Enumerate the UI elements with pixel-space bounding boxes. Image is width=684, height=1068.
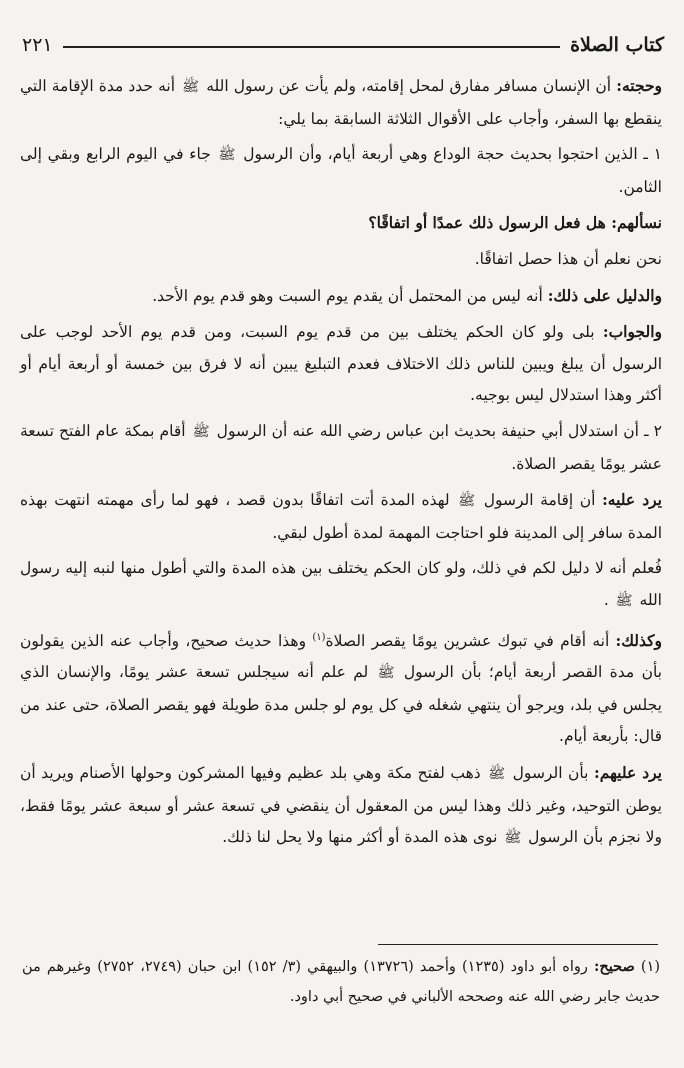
paragraph-text: بأن الرسول [507,764,594,783]
paragraph-text: . [603,590,614,609]
footnote-marker: (١) [640,959,661,975]
paragraph-text: أن الإنسان مسافر مفارق لمحل إقامته، ولم يأت عن رسول الله [201,77,617,95]
paragraph-evidence [20,70,662,135]
salawat-glyph: ﷺ [218,147,236,164]
page-body [20,70,662,859]
page-number: ٢٢١ [22,34,53,56]
salawat-glyph: ﷺ [182,79,200,95]
paragraph-tabuk [20,622,662,754]
paragraph-text: أن إقامة الرسول [477,491,603,510]
paragraph-text: جاء في اليوم الرابع وبقي إلى الثامن. [20,145,662,196]
header-rule [63,46,560,48]
paragraph-question [20,207,662,240]
paragraph-label: والدليل على ذلك: [547,285,662,305]
salawat-glyph: ﷺ [377,665,395,682]
paragraph-label: يرد عليهم: [593,763,662,783]
footnote-label: صحيح: [594,958,635,975]
page-header [22,30,664,60]
salawat-glyph: ﷺ [504,830,522,847]
paragraph-label: وحجته: [616,76,663,95]
paragraph-reply [20,316,662,412]
salawat-glyph: ﷺ [192,423,210,440]
paragraph-text: وهذا حديث صحيح، وأجاب عنه الذين يقولون بأن مدة القصر أربعة أيام؛ بأن الرسول [20,631,662,682]
footnote-reference[interactable]: (١) [312,631,326,643]
paragraph-point-1 [20,139,662,203]
footnote [22,952,660,1012]
paragraph-label: وكذلك: [615,630,663,650]
paragraph-label: والجواب: [602,322,662,342]
paragraph-text: أقام بمكة عام الفتح تسعة عشر يومًا يقصر الصلاة. [20,421,662,473]
paragraph-text: ذهب لفتح مكة وهي بلد عظيم وفيها المشركون وحولها الأصنام ويريد أن يوطن التوحيد، وغير ذلك وهذا ليس من المعقول أن ينقضي في تسعة عشر أو سبعة عشر يومًا فقط، ولا نجزم بأن الرسول [20,764,662,847]
paragraph-final-rebuttal [20,757,662,855]
paragraph-point-2 [20,416,662,480]
paragraph-text: فُعلم أنه لا دليل لكم في ذلك، ولو كان الحكم يختلف بين هذه المدة والتي أطول منها لنبه إليه رسول الله [20,559,662,609]
salawat-glyph: ﷺ [615,592,633,609]
paragraph-answer [20,244,662,276]
paragraph-text: بلى ولو كان الحكم يختلف بين من قدم يوم السبت، ومن قدم يوم الأحد لوجب على الرسول أن يبلغ ويبين للناس ذلك الاختلاف فعدم التبليغ يبين أنه لا فرق بين خمسة أو أربعة أيام أو أكثر وهذا استدلال ليس بوجيه. [20,323,662,405]
paragraph-text: أنه أقام في تبوك عشرين يومًا يقصر الصلاة [325,631,616,650]
chapter-title: كتاب الصلاة [570,34,664,56]
question-heading: نسألهم: هل فعل الرسول ذلك عمدًا أو اتفاقًا؟ [368,213,662,233]
paragraph-text: أنه حدد مدة الإقامة التي ينقطع بها السفر، وأجاب على الأقوال الثلاثة السابقة بما يلي: [20,77,662,128]
paragraph-text: نوى هذه المدة أو أكثر منها ولا يحل لنا ذلك. [222,828,503,847]
paragraph-proof [20,280,662,313]
paragraph-text: ٢ ـ أن استدلال أبي حنيفة بحديث ابن عباس رضي الله عنه أن الرسول [211,421,662,440]
paragraph-text: لهذه المدة أتت اتفاقًا بدون قصد ، فهو لما رأى مهمته انتهت بهذه المدة سافر إلى المدينة فلو احتاجت المهمة لمدة أطول لبقي. [20,491,662,542]
footnote-text: رواه أبو داود (١٢٣٥) وأحمد (١٣٧٢٦) والبيهقي (٣/ ١٥٢) ابن حبان (٢٧٤٩، ٢٧٥٢) وغيرهم من حديث جابر رضي الله عنه وصححه الألباني في صحيح أبي داود. [22,959,660,1005]
paragraph-conclusion [20,553,662,617]
paragraph-text: لم علم أنه سيجلس تسعة عشر يومًا، والإنسان الذي يجلس في بلد، ويرجو أن ينتهي شغله في كل يوم لو جلس مدة طويلة فهو يقصر الصلاة، حتى عند من قال: بأربعة أيام. [20,663,662,746]
paragraph-text: أنه ليس من المحتمل أن يقدم يوم السبت وهو قدم يوم الأحد. [152,286,548,305]
paragraph-text: نحن نعلم أن هذا حصل اتفاقًا. [474,249,662,268]
salawat-glyph: ﷺ [488,766,506,783]
salawat-glyph: ﷺ [458,493,476,510]
paragraph-rebuttal [20,484,662,549]
paragraph-text: ١ ـ الذين احتجوا بحديث حجة الوداع وهي أربعة أيام، وأن الرسول [237,145,662,164]
paragraph-label: يرد عليه: [602,490,662,510]
footnote-divider [378,944,658,945]
